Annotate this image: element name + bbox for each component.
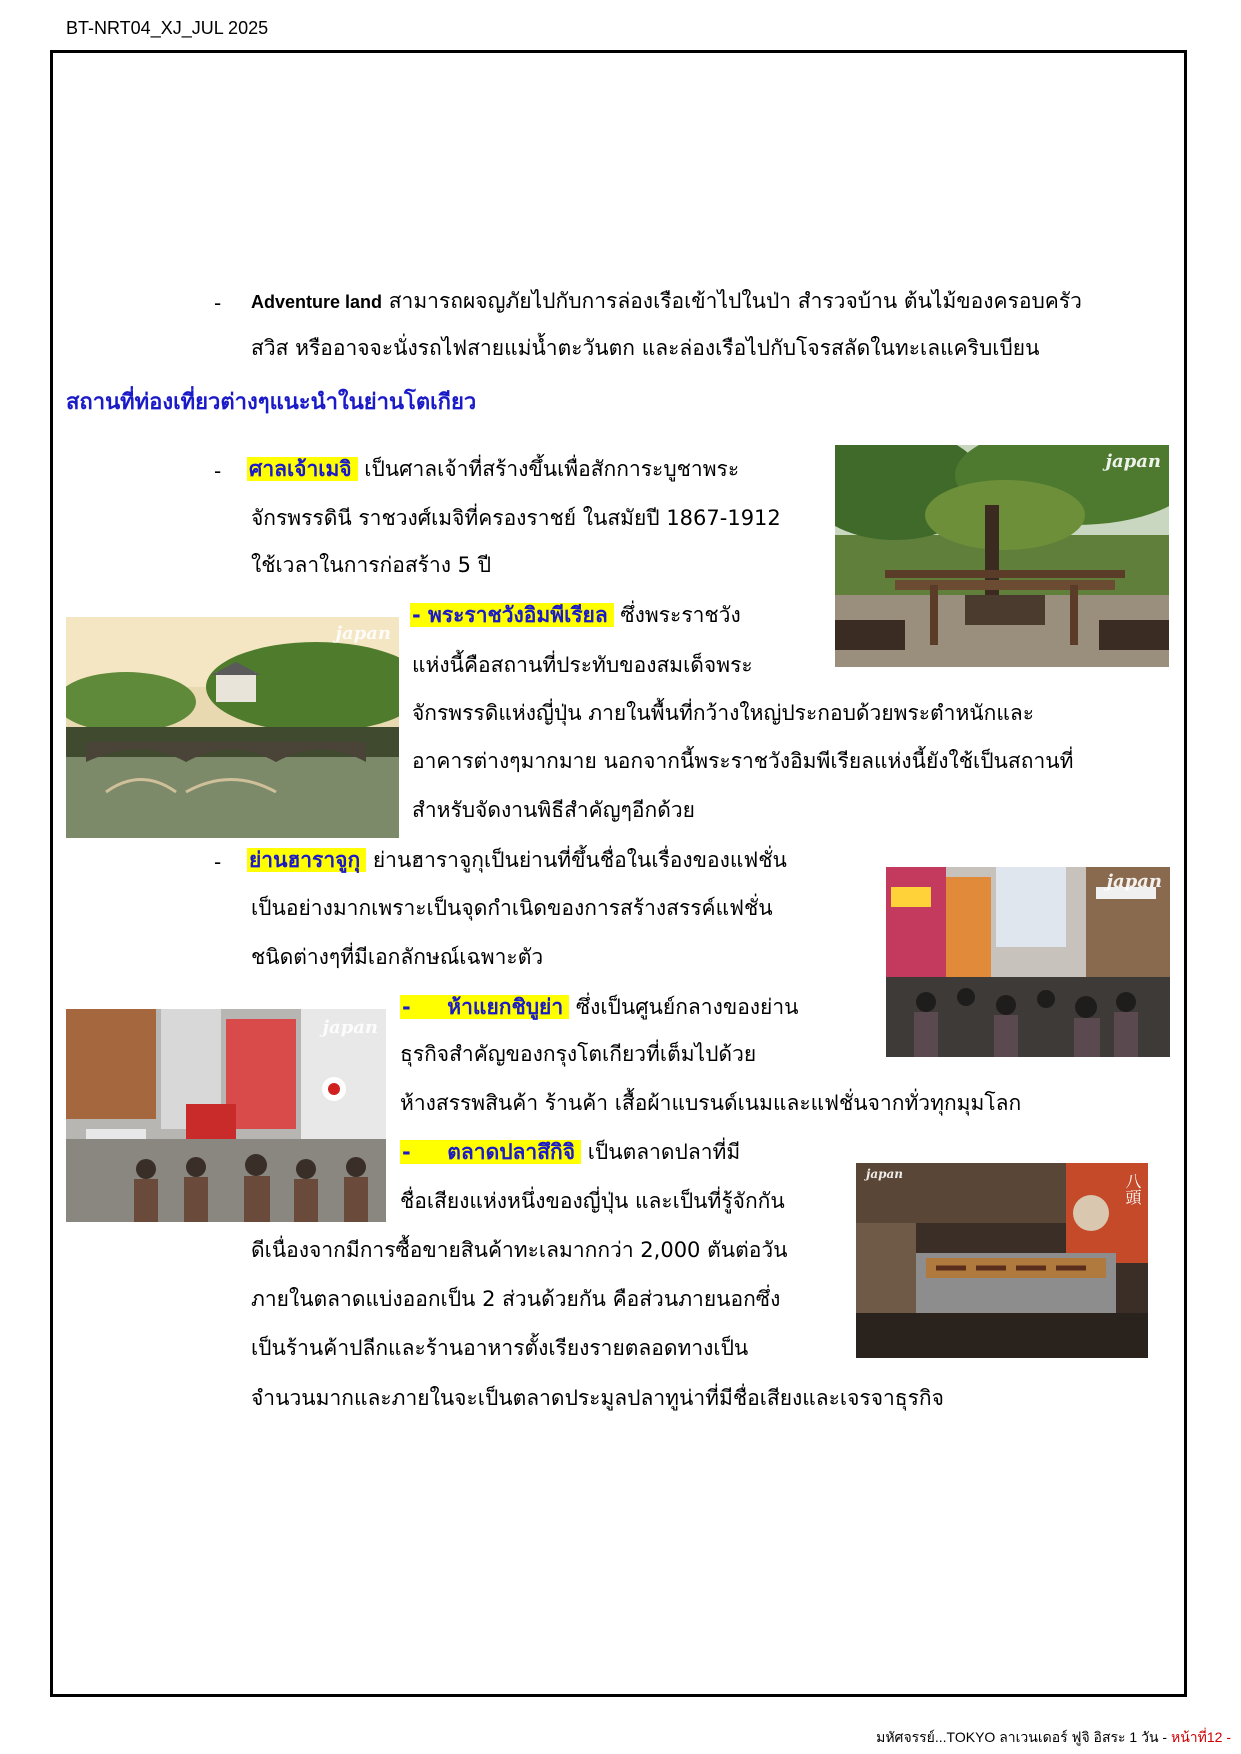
japan-watermark: japan: [1106, 871, 1162, 892]
tsukiji-line-3: ดีเนื่องจากมีการซื้อขายสินค้าทะเลมากกว่า 2,000 ตันต่อวัน: [251, 1238, 788, 1262]
section-title: สถานที่ท่องเที่ยวต่างๆแนะนำในย่านโตเกียว: [66, 390, 477, 415]
page-footer: [876, 1727, 1231, 1749]
shibuya-line-2: ธุรกิจสำคัญของกรุงโตเกียวที่เต็มไปด้วย: [400, 1042, 757, 1066]
bullet-dash: -: [214, 850, 222, 874]
harajuku-photo: [886, 867, 1170, 1057]
palace-line-5: สำหรับจัดงานพิธีสำคัญๆอีกด้วย: [412, 798, 695, 822]
bullet-dash: -: [214, 291, 222, 315]
page-number: หน้าที่12 -: [1170, 1729, 1231, 1745]
shibuya-photo: [66, 1009, 386, 1222]
shibuya-line-1: [400, 992, 799, 1022]
palace-line-3: จักรพรรดิแห่งญี่ปุ่น ภายในพื้นที่กว้างใหญ่ประกอบด้วยพระตำหนักและ: [412, 701, 1035, 725]
meiji-line-1: [247, 454, 739, 484]
harajuku-title: ย่านฮาราจูกุ: [247, 848, 366, 872]
meiji-shrine-photo: [835, 445, 1169, 667]
shibuya-title: - ห้าแยกชิบูย่า: [400, 995, 569, 1019]
footer-text: มหัศจรรย์...TOKYO ลาเวนเดอร์ ฟูจิ อิสระ 1 วัน -: [876, 1729, 1171, 1745]
meiji-title: ศาลเจ้าเมจิ: [247, 457, 358, 481]
adventure-text-1: สามารถผจญภัยไปกับการล่องเรือเข้าไปในป่า สำรวจบ้าน ต้นไม้ของครอบครัว: [388, 289, 1082, 313]
kanji-sign: 八頭: [1123, 1173, 1142, 1205]
meiji-text-1: เป็นศาลเจ้าที่สร้างขึ้นเพื่อสักการะบูชาพระ: [364, 457, 740, 481]
adventure-line-1: [251, 286, 1082, 317]
adventure-label: Adventure land: [251, 292, 383, 312]
harajuku-line-3: ชนิดต่างๆที่มีเอกลักษณ์เฉพาะตัว: [251, 945, 544, 969]
tsukiji-line-1: [400, 1137, 740, 1167]
shibuya-text-1: ซึ่งเป็นศูนย์กลางของย่าน: [575, 995, 799, 1019]
meiji-line-3: ใช้เวลาในการก่อสร้าง 5 ปี: [251, 553, 492, 577]
harajuku-line-2: เป็นอย่างมากเพราะเป็นจุดกำเนิดของการสร้างสรรค์แฟชั่น: [251, 896, 773, 920]
tsukiji-line-4: ภายในตลาดแบ่งออกเป็น 2 ส่วนด้วยกัน คือส่วนภายนอกซึ่ง: [251, 1287, 781, 1311]
tsukiji-market-photo: [856, 1163, 1148, 1358]
document-code: BT-NRT04_XJ_JUL 2025: [66, 18, 269, 38]
japan-watermark: japan: [866, 1167, 904, 1181]
tsukiji-text-1: เป็นตลาดปลาที่มี: [587, 1140, 741, 1164]
meiji-line-2: จักรพรรดินี ราชวงศ์เมจิที่ครองราชย์ ในสมัยปี 1867-1912: [251, 506, 781, 530]
imperial-palace-photo: [66, 617, 399, 838]
palace-text-1: ซึ่งพระราชวัง: [620, 603, 741, 627]
palace-title: - พระราชวังอิมพีเรียล: [410, 603, 614, 627]
tsukiji-line-6: จำนวนมากและภายในจะเป็นตลาดประมูลปลาทูน่าที่มีชื่อเสียงและเจรจาธุรกิจ: [251, 1386, 944, 1410]
harajuku-line-1: [247, 845, 787, 875]
japan-watermark: japan: [1105, 451, 1161, 472]
tsukiji-title: - ตลาดปลาสึกิจิ: [400, 1140, 581, 1164]
harajuku-text-1: ย่านฮาราจูกุเป็นย่านที่ขึ้นชื่อในเรื่องของแฟชั่น: [372, 848, 787, 872]
bullet-dash: -: [214, 459, 222, 483]
japan-watermark: japan: [335, 623, 391, 644]
japan-watermark: japan: [322, 1017, 378, 1038]
tsukiji-line-5: เป็นร้านค้าปลีกและร้านอาหารตั้งเรียงรายตลอดทางเป็น: [251, 1336, 749, 1360]
tsukiji-line-2: ชื่อเสียงแห่งหนึ่งของญี่ปุ่น และเป็นที่รู้จักกัน: [400, 1189, 785, 1213]
palace-line-1: [410, 600, 741, 630]
palace-line-4: อาคารต่างๆมากมาย นอกจากนี้พระราชวังอิมพีเรียลแห่งนี้ยังใช้เป็นสถานที่: [412, 749, 1074, 773]
adventure-line-2: สวิส หรืออาจจะนั่งรถไฟสายแม่น้ำตะวันตก และล่องเรือไปกับโจรสลัดในทะเลแคริบเบียน: [251, 336, 1040, 360]
shibuya-line-3: ห้างสรรพสินค้า ร้านค้า เสื้อผ้าแบรนด์เนมและแฟชั่นจากทั่วทุกมุมโลก: [400, 1091, 1022, 1115]
palace-line-2: แห่งนี้คือสถานที่ประทับของสมเด็จพระ: [412, 653, 753, 677]
